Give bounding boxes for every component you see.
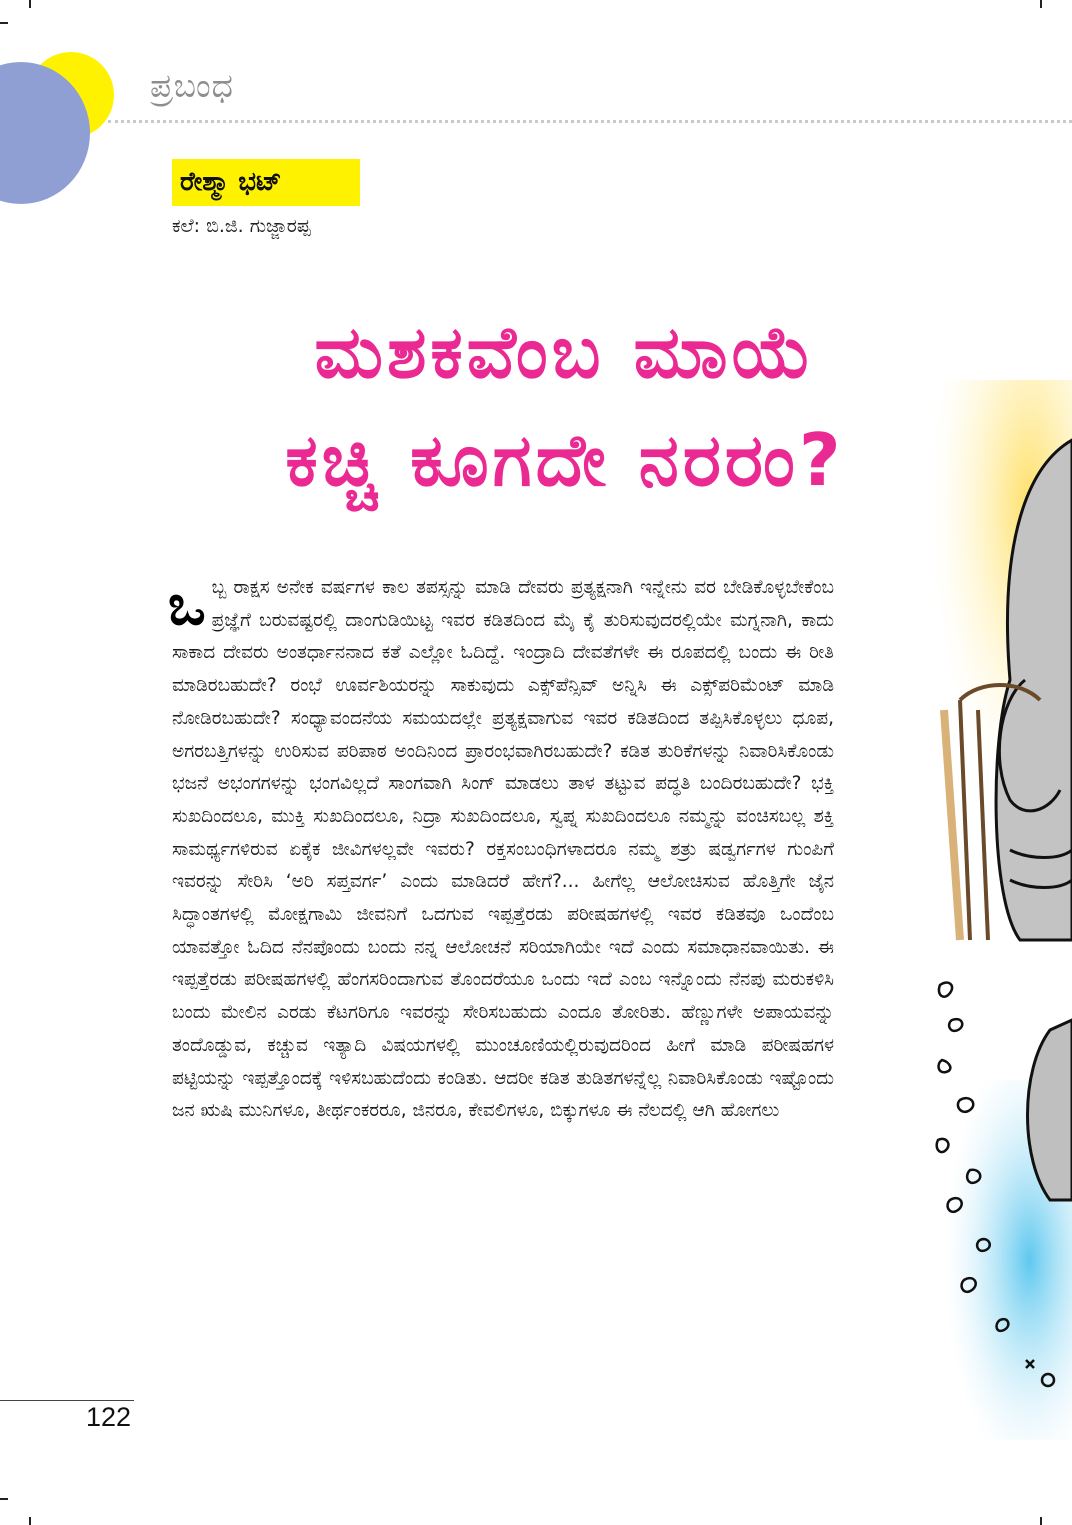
article-text: ಬ್ಬ ರಾಕ್ಷಸ ಅನೇಕ ವರ್ಷಗಳ ಕಾಲ ತಪಸ್ಸನ್ನು ಮಾಡಿ ದೇವರು ಪ್ರತ್ಯಕ್ಷನಾಗಿ ಇನ್ನೇನು ವರ ಬೇಡಿಕೊಳ್ಳಬೇಕೆಂಬ ಪ್ರಜ್ಞೆಗೆ ಬರುವಷ್ಟರಲ್ಲಿ ದಾಂಗುಡಿಯಿಟ್ಟ ಇವರ ಕಡಿತದಿಂದ ಮೈ ಕೈ ತುರಿಸುವುದರಲ್ಲಿಯೇ ಮಗ್ನನಾಗಿ, ಕಾದು ಸಾಕಾದ ದೇವರು ಅಂತರ್ಧಾನನಾದ ಕತೆ ಎಲ್ಲೋ ಓದಿದ್ದೆ. ಇಂದ್ರಾದಿ ದೇವತೆಗಳೇ ಈ ರೂಪದಲ್ಲಿ ಬಂದು ಈ ರೀತಿ ಮಾಡಿರಬಹುದೇ? ರಂಭೆ ಊರ್ವಶಿಯರನ್ನು ಸಾಕುವುದು ಎಕ್ಸ್‌ಪೆನ್ಸಿವ್ ಅನ್ನಿಸಿ ಈ ಎಕ್ಸ್‌ಪರಿಮೆಂಟ್ ಮಾಡಿ ನೋಡಿರಬಹುದೇ? ಸಂಧ್ಯಾವಂದನೆಯ ಸಮಯದಲ್ಲೇ ಪ್ರತ್ಯಕ್ಷವಾಗುವ ಇವರ ಕಡಿತದಿಂದ ತಪ್ಪಿಸಿಕೊಳ್ಳಲು ಧೂಪ, ಅಗರಬತ್ತಿಗಳನ್ನು ಉರಿಸುವ ಪರಿಪಾಠ ಅಂದಿನಿಂದ ಪ್ರಾರಂಭವಾಗಿರಬಹುದೇ? ಕಡಿತ ತುರಿಕೆಗಳನ್ನು ನಿವಾರಿಸಿಕೊಂಡು ಭಜನೆ ಅಭಂಗಗಳನ್ನು ಭಂಗವಿಲ್ಲದೆ ಸಾಂಗವಾಗಿ ಸಿಂಗ್ ಮಾಡಲು ತಾಳ ತಟ್ಟುವ ಪದ್ಧತಿ ಬಂದಿರಬಹುದೇ? ಭಕ್ತಿ ಸುಖದಿಂದಲೂ, ಮುಕ್ತಿ ಸುಖದಿಂದಲೂ, ನಿದ್ರಾ ಸುಖದಿಂದಲೂ, ಸ್ವಪ್ನ ಸುಖದಿಂದಲೂ ನಮ್ಮನ್ನು ವಂಚಿಸಬಲ್ಲ ಶಕ್ತಿ ಸಾಮರ್ಥ್ಯಗಳಿರುವ ಏಕೈಕ ಜೀವಿಗಳಲ್ಲವೇ ಇವರು? ರಕ್ತಸಂಬಂಧಿಗಳಾದರೂ ನಮ್ಮ ಶತ್ರು ಷಡ್ವರ್ಗಗಳ ಗುಂಪಿಗೆ ಇವರನ್ನು ಸೇರಿಸಿ ‘ಅರಿ ಸಪ್ತವರ್ಗ’ ಎಂದು ಮಾಡಿದರೆ ಹೇಗೆ?... ಹೀಗೆಲ್ಲ ಆಲೋಚಿಸುವ ಹೊತ್ತಿಗೇ ಜೈನ ಸಿದ್ಧಾಂತಗಳಲ್ಲಿ ಮೋಕ್ಷಗಾಮಿ ಜೀವನಿಗೆ ಒದಗುವ ಇಪ್ಪತ್ತೆರಡು ಪರೀಷಹಗಳಲ್ಲಿ ಇವರ ಕಡಿತವೂ ಒಂದೆಂಬ ಯಾವತ್ತೋ ಓದಿದ ನೆನಪೊಂದು ಬಂದು ನನ್ನ ಆಲೋಚನೆ ಸರಿಯಾಗಿಯೇ ಇದೆ ಎಂದು ಸಮಾಧಾನವಾಯಿತು. ಈ ಇಪ್ಪತ್ತೆರಡು ಪರೀಷಹಗಳಲ್ಲಿ ಹೆಂಗಸರಿಂದಾಗುವ ತೊಂದರೆಯೂ ಒಂದು ಇದೆ ಎಂಬ ಇನ್ನೊಂದು ನೆನಪು ಮರುಕಳಿಸಿ ಬಂದು ಮೇಲಿನ ಎರಡು ಕೆಟಗರಿಗೂ ಇವರನ್ನು ಸೇರಿಸಬಹುದು ಎಂದೂ ತೋರಿತು. ಹೆಣ್ಣುಗಳೇ ಅಪಾಯವನ್ನು ತಂದೊಡ್ಡುವ, ಕಚ್ಚುವ ಇತ್ಯಾದಿ ವಿಷಯಗಳಲ್ಲಿ ಮುಂಚೂಣಿಯಲ್ಲಿರುವುದರಿಂದ ಹೀಗೆ ಮಾಡಿ ಪರೀಷಹಗಳ ಪಟ್ಟಿಯನ್ನು ಇಪ್ಪತ್ತೊಂದಕ್ಕೆ ಇಳಿಸಬಹುದೆಂದು ಕಂಡಿತು. ಆದರೀ ಕಡಿತ ತುಡಿತಗಳನ್ನೆಲ್ಲ ನಿವಾರಿಸಿಕೊಂಡು ಇಷ್ಟೊಂದು ಜನ ಋಷಿ ಮುನಿಗಳೂ, ತೀರ್ಥಂಕರರೂ, ಜಿನರೂ, ಕೇವಲಿಗಳೂ, ಬಿಕ್ಕುಗಳೂ ಈ ನೆಲದಲ್ಲಿ ಆಗಿ ಹೋಗಲು [172, 577, 834, 1122]
section-label: ಪ್ರಬಂಧ [150, 66, 234, 105]
dotted-divider [108, 120, 1072, 123]
article-title-line-2: ಕಚ್ಚಿ ಕೂಗದೇ ನರರಂ? [285, 418, 845, 502]
article-title [175, 298, 955, 514]
page-number: 122 [86, 1402, 132, 1432]
article-body [168, 572, 834, 1128]
footer-rule [0, 1400, 134, 1401]
author-name: ರೇಶ್ಮಾ ಭಟ್ [172, 159, 360, 206]
cartoon-illustration [930, 380, 1072, 1440]
drop-cap: ಒ [168, 573, 206, 638]
crop-mark-left-upper [0, 22, 8, 24]
crop-mark-bottom-right [1040, 1517, 1042, 1525]
crop-mark-left-lower [0, 1498, 8, 1500]
art-credit: ಕಲೆ: ಬಿ.ಜಿ. ಗುಜ್ಜಾರಪ್ಪ [172, 215, 311, 237]
crop-mark-top-left [29, 0, 31, 8]
crop-mark-bottom-left [29, 1517, 31, 1525]
crop-mark-top-right [1040, 0, 1042, 8]
article-title-line-1: ಮಶಕವೆಂಬ ಮಾಯೆ [314, 310, 816, 394]
